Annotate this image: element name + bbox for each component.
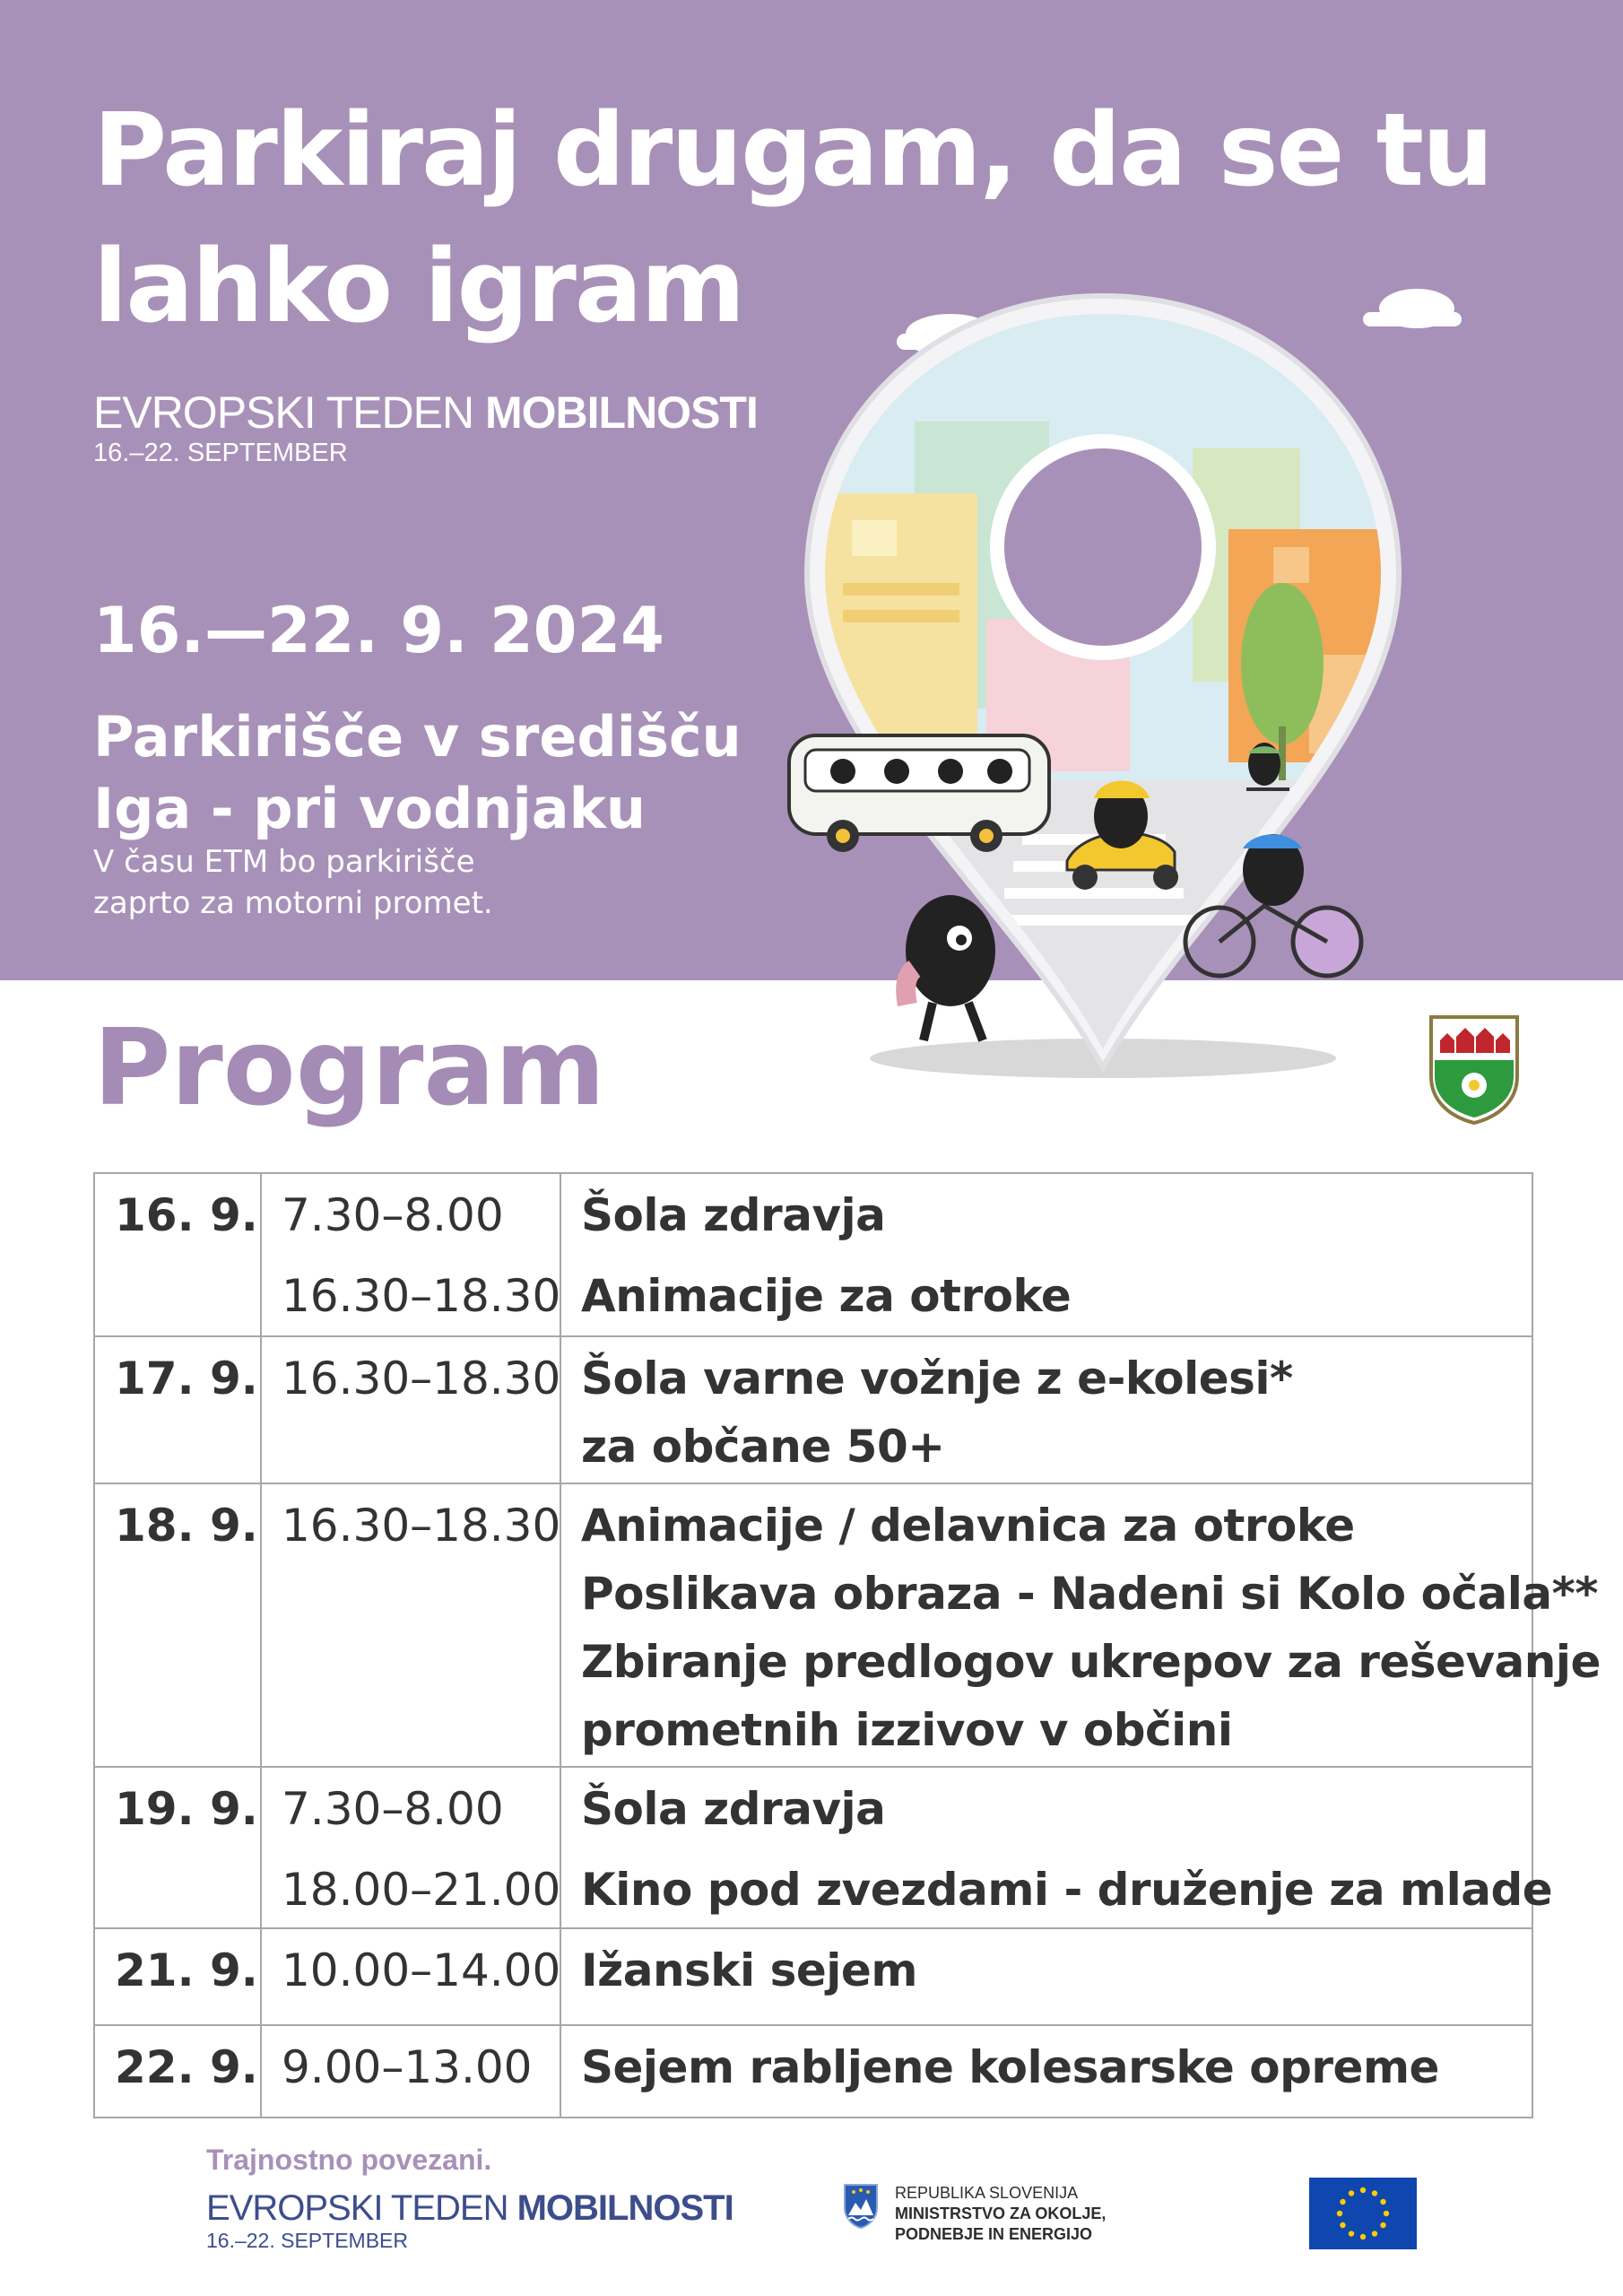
- eu-flag-icon: [1309, 2178, 1417, 2249]
- title-line-2: lahko igram: [93, 229, 744, 345]
- eu-star-icon: [1380, 2222, 1385, 2228]
- etm-bold-text: MOBILNOSTI: [484, 387, 758, 438]
- footer-tagline: Trajnostno povezani.: [206, 2144, 492, 2176]
- program-heading: Program: [93, 1005, 605, 1129]
- etm-regular-text: EVROPSKI TEDEN: [93, 387, 485, 438]
- etm-logo-header: [93, 387, 758, 468]
- title-line-1: Parkiraj drugam, da se tu: [93, 92, 1492, 209]
- row-time: 7.30–8.00: [282, 1783, 504, 1835]
- row-activity: Šola varne vožnje z e-kolesi*: [581, 1352, 1293, 1405]
- location-line-1: Parkirišče v središču: [93, 704, 742, 770]
- parking-note: [93, 841, 493, 924]
- ministry-line-1: REPUBLIKA SLOVENIJA: [895, 2184, 1079, 2202]
- table-row: [95, 1174, 1532, 1335]
- row-activity: Šola zdravja: [581, 1783, 886, 1835]
- row-date: 16. 9.: [115, 1189, 258, 1241]
- row-time: 16.30–18.30: [282, 1270, 561, 1322]
- row-activity: Sejem rabljene kolesarske opreme: [581, 2041, 1439, 2093]
- ministry-logo: [843, 2183, 1106, 2245]
- eu-star-icon: [1380, 2199, 1385, 2205]
- slovenia-coat-of-arms-icon: [843, 2183, 879, 2230]
- etm-dates: 16.–22. SEPTEMBER: [93, 439, 348, 467]
- row-time: 10.00–14.00: [282, 1944, 561, 1996]
- row-time: 16.30–18.30: [282, 1352, 561, 1405]
- etm-logo-footer: [206, 2188, 733, 2253]
- table-row: [95, 1766, 1553, 1927]
- row-activity: Šola zdravja: [581, 1189, 886, 1241]
- row-time: 9.00–13.00: [282, 2041, 533, 2093]
- etm-regular-text: EVROPSKI TEDEN: [206, 2188, 517, 2228]
- row-activity: Animacije / delavnica za otroke: [581, 1500, 1355, 1552]
- program-table: [93, 1172, 1601, 2118]
- row-activity: prometnih izzivov v občini: [581, 1704, 1233, 1756]
- row-activity: Animacije za otroke: [581, 1270, 1072, 1322]
- row-date: 17. 9.: [115, 1352, 258, 1405]
- row-date: 18. 9.: [115, 1500, 258, 1552]
- table-row: [95, 1927, 1532, 2024]
- eu-star-icon: [1384, 2211, 1389, 2216]
- eu-star-icon: [1372, 2190, 1377, 2196]
- row-date: 22. 9.: [115, 2041, 258, 2093]
- table-row: [95, 1335, 1532, 1483]
- map-pin-illustration: [771, 278, 1488, 1085]
- table-row: [95, 2024, 1532, 2118]
- eu-star-icon: [1360, 2187, 1366, 2193]
- ministry-line-2: MINISTRSTVO ZA OKOLJE,: [895, 2205, 1107, 2222]
- row-activity: Kino pod zvezdami - druženje za mlade: [581, 1864, 1553, 1916]
- eu-star-icon: [1349, 2231, 1354, 2236]
- row-time: 7.30–8.00: [282, 1189, 504, 1241]
- eu-star-icon: [1372, 2231, 1377, 2236]
- eu-star-icon: [1340, 2222, 1345, 2228]
- row-time: 16.30–18.30: [282, 1500, 561, 1552]
- eu-star-icon: [1337, 2211, 1342, 2216]
- row-activity: Zbiranje predlogov ukrepov za reševanje: [581, 1636, 1601, 1688]
- event-location: [93, 701, 742, 845]
- note-line-1: V času ETM bo parkirišče: [93, 844, 475, 880]
- row-date: 19. 9.: [115, 1783, 258, 1835]
- row-activity: Ižanski sejem: [581, 1944, 917, 1996]
- event-dates: 16.—22. 9. 2024: [93, 594, 664, 667]
- eu-star-icon: [1340, 2199, 1345, 2205]
- etm-bold-text: MOBILNOSTI: [516, 2188, 733, 2228]
- etm-dates: 16.–22. SEPTEMBER: [206, 2229, 408, 2252]
- row-time: 18.00–21.00: [282, 1864, 561, 1916]
- row-date: 21. 9.: [115, 1944, 258, 1996]
- row-activity: Poslikava obraza - Nadeni si Kolo očala**: [581, 1568, 1598, 1620]
- eu-star-icon: [1360, 2234, 1366, 2239]
- note-line-2: zaprto za motorni promet.: [93, 885, 493, 921]
- table-row: [95, 1483, 1601, 1766]
- ministry-line-3: PODNEBJE IN ENERGIJO: [895, 2225, 1093, 2243]
- municipality-crest-icon: [1428, 1013, 1521, 1125]
- row-activity: za občane 50+: [581, 1421, 945, 1473]
- location-line-2: Iga - pri vodnjaku: [93, 776, 646, 841]
- eu-star-icon: [1349, 2190, 1354, 2196]
